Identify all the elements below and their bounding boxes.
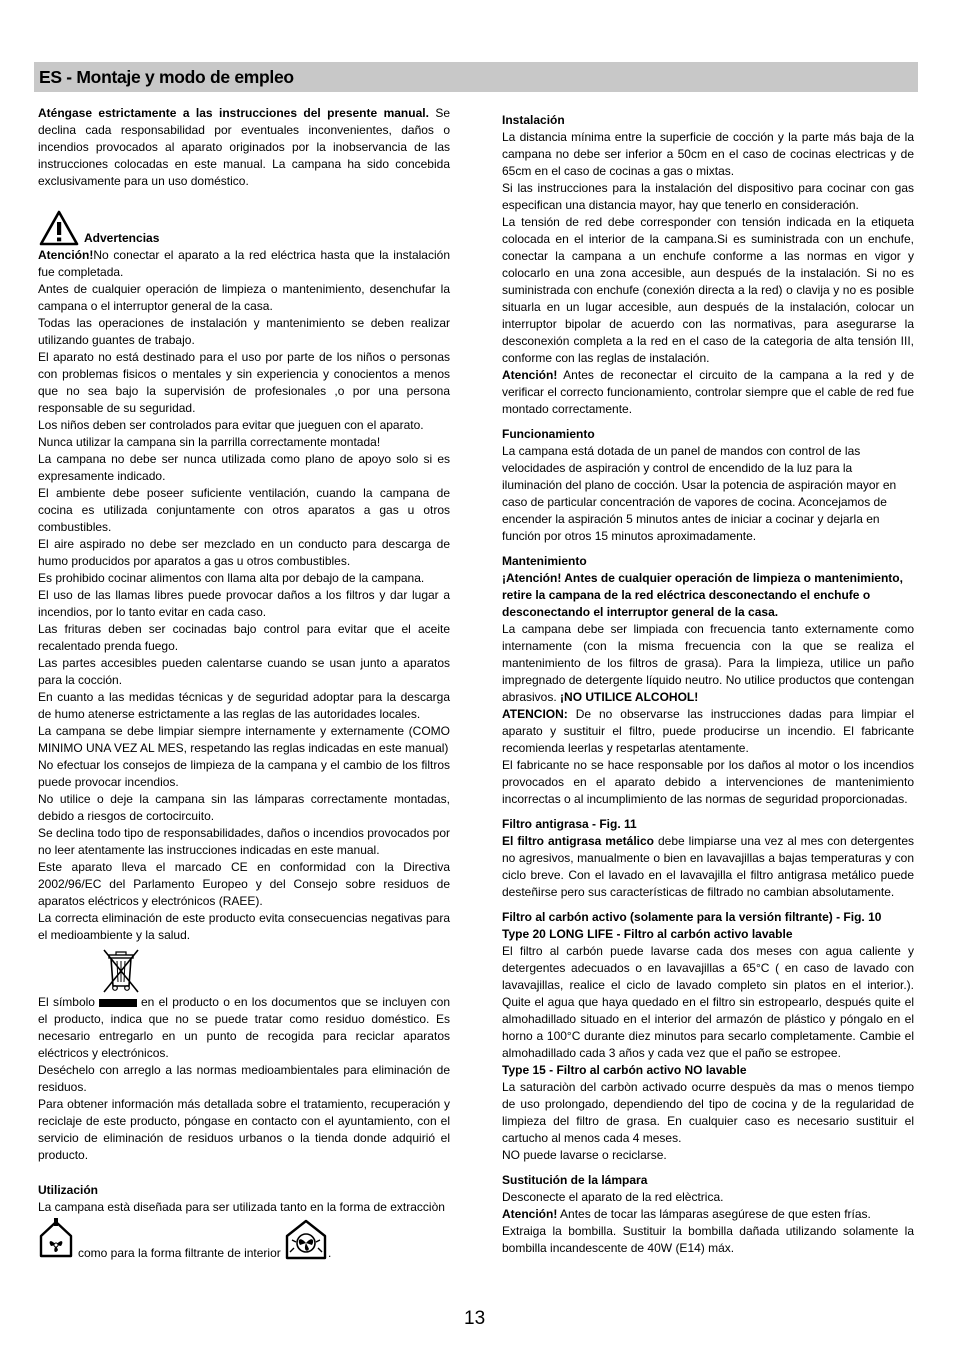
maint-text — [502, 621, 914, 706]
filtering-house-icon — [284, 1218, 328, 1260]
left-column — [38, 105, 450, 1260]
type20-text: El filtro al carbón puede lavarse cada dos meses con agua caliente y detergentes adecuados o en lavavajillas a 65°C ( en caso de lavado con lavavajillas, realice el ciclo de lavado completo sin platos en el interior.). Quite el agua que haya quedado en el filtro sin estropearlo, después quite el almohadillado situado en el interior del armazón de plástico y póngalo en el horno a 100°C durante diez minutos para secarlo completamente. Cambie el almohadillado cada 3 años y cada vez que el paño se estropee. — [502, 944, 914, 1060]
extraction-house-icon — [38, 1218, 74, 1258]
install-paragraph: Si las instrucciones para la instalación del dispositivo para cocinar con gas especifican una distancia mayor, hay que tenerlo en consideración. — [502, 181, 914, 212]
dispose-paragraph: Deséchelo con arreglo a las normas medioambientales para eliminación de residuos. — [38, 1063, 450, 1094]
use-end: . — [328, 1246, 332, 1260]
type15-heading: Type 15 - Filtro al carbón activo NO lavable — [502, 1063, 747, 1077]
type15-text-2: NO puede lavarse o reciclarse. — [502, 1148, 667, 1162]
atencion-bold: Atención! — [38, 248, 94, 262]
use-text: La campana està diseñada para ser utilizada tanto en la forma de extracciòn — [38, 1200, 445, 1214]
warning-item: Todas las operaciones de instalación y mantenimiento se deben realizar utilizando guantes de trabajo. — [38, 316, 450, 347]
maint-text-2: El fabricante no se hace responsable por los daños al motor o los incendios provocados en el aparato debido a intervenciones de mantenimiento incorrectas o al incumplimiento de las normas de seguridad proporcionadas. — [502, 758, 914, 806]
install-paragraph: La tensión de red debe corresponder con tensión indicada en la etiqueta colocada en el interior de la campana.Si es suministrada con un enchufe, conectar la campana a un enchufe conforme a las normas en vigor y colocarlo en una zona accesible, aun después de la instalación. Si no es suministrada con enchufe (conexión directa a la red) o clavija y no es posible situarla en un lugar accesible, aun después de la instalación, colocar un interruptor bipolar de acuerdo con las normativas, para asegurarse la desconexión completa a la red en el caso de la categoria de alta tensión III, conforme con las reglas de instalación. — [502, 215, 914, 365]
carbon-heading: Filtro al carbón activo (solamente para la versión filtrante) - Fig. 10 — [502, 910, 882, 924]
intro-text: Se declina cada responsabilidad por eventuales inconvenientes, daños o incendios provocados al aparato originados por la inobservancia de las instrucciones colocadas en este manual. La campana ha sido concebida exclusivamente para un uso doméstico. — [38, 106, 450, 188]
symbol-paragraph — [38, 994, 450, 1062]
maint-atencion-bold: ATENCION: — [502, 707, 568, 721]
grease-text — [502, 833, 914, 901]
section-title-bar — [34, 62, 918, 92]
warning-item: Las frituras deben ser cocinadas bajo control para evitar que el aceite recalentado prenda fuego. — [38, 622, 450, 653]
symbol-pre: El símbolo — [38, 995, 95, 1009]
maint-heading: Mantenimiento — [502, 554, 587, 568]
dispose-paragraph: Para obtener información más detallada sobre el tratamiento, recuperación y reciclaje de este producto, póngase en contacto con el ayuntamiento, con el servicio de eliminación de residuos urbanos o la tienda donde adquirió el producto. — [38, 1097, 450, 1162]
lamp-atencion-text: Antes de tocar las lámparas asegúrese de que esten frías. — [557, 1207, 871, 1221]
warning-item: El aire aspirado no debe ser mezclado en un conducto para descarga de humo producidos por aparatos a gas u otros combustibles. — [38, 537, 450, 568]
warning-item: Es prohibido cocinar alimentos con llama alta por debajo de la campana. — [38, 571, 425, 585]
warnings-heading-row — [38, 210, 450, 247]
grease-bold: El filtro antigrasa metálico — [502, 834, 654, 848]
lamp-atencion-bold: Atención! — [502, 1207, 558, 1221]
page-number: 13 — [464, 1308, 486, 1329]
warning-item: El ambiente debe poseer suficiente ventilación, cuando la campana de cocina es utilizada conjuntamente con otros aparatos a gas u otros combustibles. — [38, 486, 450, 534]
right-column — [502, 112, 914, 1257]
maint-text-body: La campana debe ser limpiada con frecuencia tanto externamente como internamente (con la misma frecuencia con la que se realiza el mantenimiento de los filtros de grasa). Para la limpieza, utilice un paño impregnado de detergente líquido neutro. No utilice productos que contengan abrasivos. — [502, 622, 914, 704]
install-heading: Instalación — [502, 113, 565, 127]
warning-item: El uso de las llamas libres puede provocar daños a los filtros y dar lugar a incendios, por lo tanto evitar en cada caso. — [38, 588, 450, 619]
install-atencion-text: Antes de reconectar el circuito de la campana a la red y de verificar el correcto funcionamiento, controlar siempre que el cable de red fue montado correctamente. — [502, 368, 914, 416]
symbol-post: en el producto o en los documentos que se incluyen con el producto, indica que no se puede tratar como residuo doméstico. Es necesario entregarlo en un punto de recogida para reciclar aparatos eléctricos y electrónicos. — [38, 995, 451, 1060]
page-title: ES - Montaje y modo de empleo — [39, 67, 294, 87]
warnings-heading: Advertencias — [84, 231, 160, 245]
intro-paragraph — [38, 105, 450, 190]
type15-text: La saturaciòn del carbòn activado ocurre despuès da mas o menos tiempo de uso prolongado, dependiendo del tipo de cocina y de la regularidad de limpieza del filtro de grasa. En cualquier caso es necesario sustituir el cartucho al menos cada 4 meses. — [502, 1080, 914, 1145]
warning-item: La correcta eliminación de este producto evita consecuencias negativas para el medioambiente y la salud. — [38, 911, 450, 942]
warning-item: Antes de cualquier operación de limpieza o mantenimiento, desenchufar la campana o el interruptor general de la casa. — [38, 282, 450, 313]
warning-item: La campana no debe ser nunca utilizada como plano de apoyo solo si es expresamente indicado. — [38, 452, 450, 483]
use-text-2: como para la forma filtrante de interior — [78, 1246, 281, 1260]
warning-item: Se declina todo tipo de responsabilidades, daños o incendios provocados por no leer atentamente las instrucciones indicadas en este manual. — [38, 826, 450, 857]
maint-warning: ¡Atención! Antes de cualquier operación de limpieza o mantenimiento, retire la campana de la red eléctrica desconectando el enchufe o desconectando el interruptor general de la casa. — [502, 571, 903, 619]
black-bar-symbol — [99, 999, 137, 1007]
use-heading: Utilización — [38, 1183, 99, 1197]
grease-body: debe limpiarse una vez al mes con detergentes no agresivos, manualmente o bien en lavavajillas a bajas temperaturas y con ciclo breve. Con el lavado en el lavavajilla el filtro antigrasa metálico puede desteñirse pero sus características de filtrado no cambian absolutamente. — [502, 834, 915, 899]
lamp-heading: Sustitución de la lámpara — [502, 1173, 648, 1187]
maint-atencion-text: De no observarse las instrucciones dadas para limpiar el aparato y sustituir el filtro, puede producirse un incendio. El fabricante recomienda leerlas y respetarlas atentamente. — [502, 707, 914, 755]
warning-item: Nunca utilizar la campana sin la parrilla correctamente montada! — [38, 435, 381, 449]
type20-heading: Type 20 LONG LIFE - Filtro al carbón activo lavable — [502, 927, 793, 941]
install-paragraph: La distancia mínima entre la superficie de cocción y la parte más baja de la campana no debe ser inferior a 50cm en el caso de cocinas electricas y de 65cm en el caso de cocinas a gas o mixtas. — [502, 130, 914, 178]
warning-triangle-icon — [39, 210, 79, 246]
warning-item: No utilice o deje la campana sin las lámparas correctamente montadas, debido a riesgos de cortocircuito. — [38, 792, 450, 823]
func-text: La campana está dotada de un panel de mandos con control de las velocidades de aspiración y control de encendido de la luz para la iluminación del plano de cocción. Usar la potencia de aspiración mayor en caso de particular concentración de vapores de cocina. Aconcejamos de encender la aspiración 5 minutos antes de iniciar a cocinar y dejarla en función por otros 15 minutos aproximadamente. — [502, 444, 897, 543]
lamp-text-1: Desconecte el aparato de la red elèctrica. — [502, 1190, 724, 1204]
crossed-bin-icon — [100, 946, 450, 994]
maint-atencion — [502, 706, 914, 757]
warning-item: El aparato no está destinado para el uso por parte de los niños o personas con problemas fisicos o mentales y sin experiencia y conocientos a menos que no sea bajo la supervisión de profesionales ,o por una persona responsable de su seguridad. — [38, 350, 450, 415]
lamp-atencion — [502, 1206, 914, 1223]
intro-bold: Aténgase estrictamente a las instrucciones del presente manual. — [38, 106, 429, 120]
lamp-text-2: Extraiga la bombilla. Sustituir la bombilla dañada utilizando solamente la bombilla incandescente de 40W (E14) máx. — [502, 1224, 914, 1255]
warning-item: No efectuar los consejos de limpieza de la campana y el cambio de los filtros puede provocar incendios. — [38, 758, 450, 789]
no-alcohol: ¡NO UTILICE ALCOHOL! — [560, 690, 699, 704]
atencion-text: No conectar el aparato a la red eléctrica hasta que la instalación fue completada. — [38, 248, 450, 279]
atencion-paragraph — [38, 247, 450, 281]
warning-item: La campana se debe limpiar siempre internamente y externamente (COMO MINIMO UNA VEZ AL MES, respetando las reglas indicadas en este manual) — [38, 724, 450, 755]
install-atencion — [502, 367, 914, 418]
warning-item: Los niños deben ser controlados para evitar que jueguen con el aparato. — [38, 418, 424, 432]
grease-heading: Filtro antigrasa - Fig. 11 — [502, 817, 637, 831]
use-icons-row — [38, 1218, 450, 1260]
warning-item: Este aparato lleva el marcado CE en conformidad con la Directiva 2002/96/EC del Parlamento Europeo y del Consejo sobre residuos de aparatos eléctricos y electrónicos (RAEE). — [38, 860, 450, 908]
warning-item: Las partes accesibles pueden calentarse cuando se usan junto a aparatos para la cocción. — [38, 656, 450, 687]
func-heading: Funcionamiento — [502, 427, 595, 441]
warning-item: En cuanto a las medidas técnicas y de seguridad adoptar para la descarga de humo atenerse estrictamente a las reglas de las autoridades locales. — [38, 690, 450, 721]
install-atencion-bold: Atención! — [502, 368, 558, 382]
